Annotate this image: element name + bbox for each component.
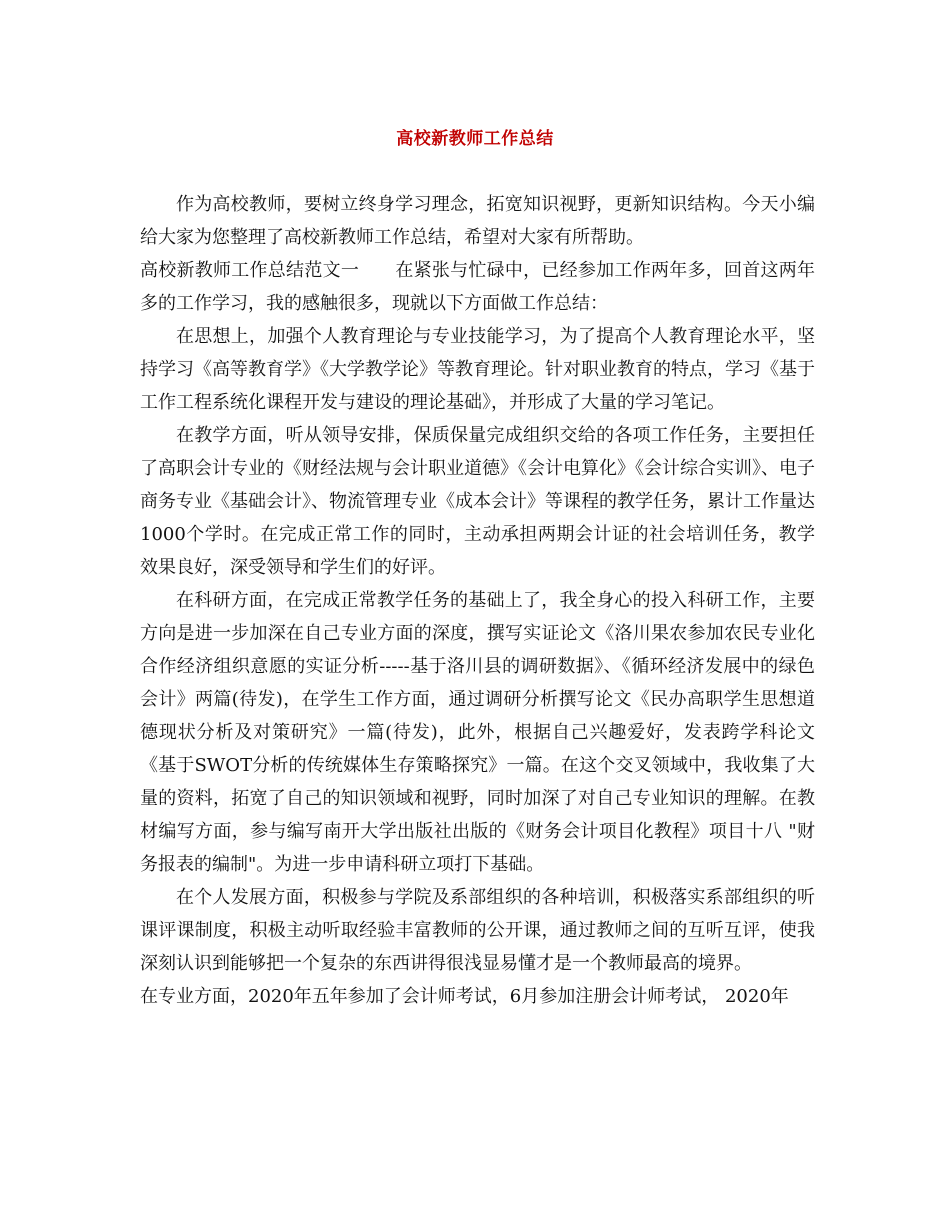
sample-paragraph	[140, 254, 815, 320]
intro-paragraph: 作为高校教师，要树立终身学习理念，拓宽知识视野，更新知识结构。今天小编给大家为您整理了高校新教师工作总结，希望对大家有所帮助。	[140, 194, 815, 248]
paragraph-research: 在科研方面，在完成正常教学任务的基础上了，我全身心的投入科研工作，主要方向是进一步加深在自己专业方面的深度，撰写实证论文《洛川果农参加农民专业化合作经济组织意愿的实证分析-----基于洛川县的调研数据》、《循环经济发展中的绿色会计》两篇(待发)，在学生工作方面，通过调研分析撰写论文《民办高职学生思想道德现状分析及对策研究》一篇(待发)，此外，根据自己兴趣爱好，发表跨学科论文《基于SWOT分析的传统媒体生存策略探究》一篇。在这个交叉领域中，我收集了大量的资料，拓宽了自己的知识领域和视野，同时加深了对自己专业知识的理解。在教材编写方面，参与编写南开大学出版社出版的《财务会计项目化教程》项目十八 "财务报表的编制"。为进一步申请科研立项打下基础。	[140, 590, 815, 875]
paragraph-professional: 在专业方面，2020年五年参加了会计师考试，6月参加注册会计师考试， 2020年	[140, 986, 789, 1007]
paragraph-thought: 在思想上，加强个人教育理论与专业技能学习，为了提高个人教育理论水平，坚持学习《高等教育学》《大学教学论》等教育理论。针对职业教育的特点，学习《基于工作工程系统化课程开发与建设的理论基础》，并形成了大量的学习笔记。	[140, 326, 815, 413]
paragraph-teaching: 在教学方面，听从领导安排，保质保量完成组织交给的各项工作任务，主要担任了高职会计专业的《财经法规与会计职业道德》《会计电算化》《会计综合实训》、电子商务专业《基础会计》、物流管理专业《成本会计》等课程的教学任务，累计工作量达1000个学时。在完成正常工作的同时，主动承担两期会计证的社会培训任务，教学效果良好，深受领导和学生们的好评。	[140, 425, 815, 578]
sample-heading: 高校新教师工作总结范文一	[140, 260, 360, 281]
document-body	[140, 188, 815, 1013]
sample-opening: 在紧张与忙碌中，已经参加工作两年多，回首这两年多的工作学习，我的感触很多，现就以下方面做工作总结：	[140, 260, 816, 314]
paragraph-development: 在个人发展方面，积极参与学院及系部组织的各种培训，积极落实系部组织的听课评课制度，积极主动听取经验丰富教师的公开课，通过教师之间的互听互评，使我深刻认识到能够把一个复杂的东西讲得很浅显易懂才是一个教师最高的境界。	[140, 887, 815, 974]
document-title: 高校新教师工作总结	[396, 129, 554, 149]
